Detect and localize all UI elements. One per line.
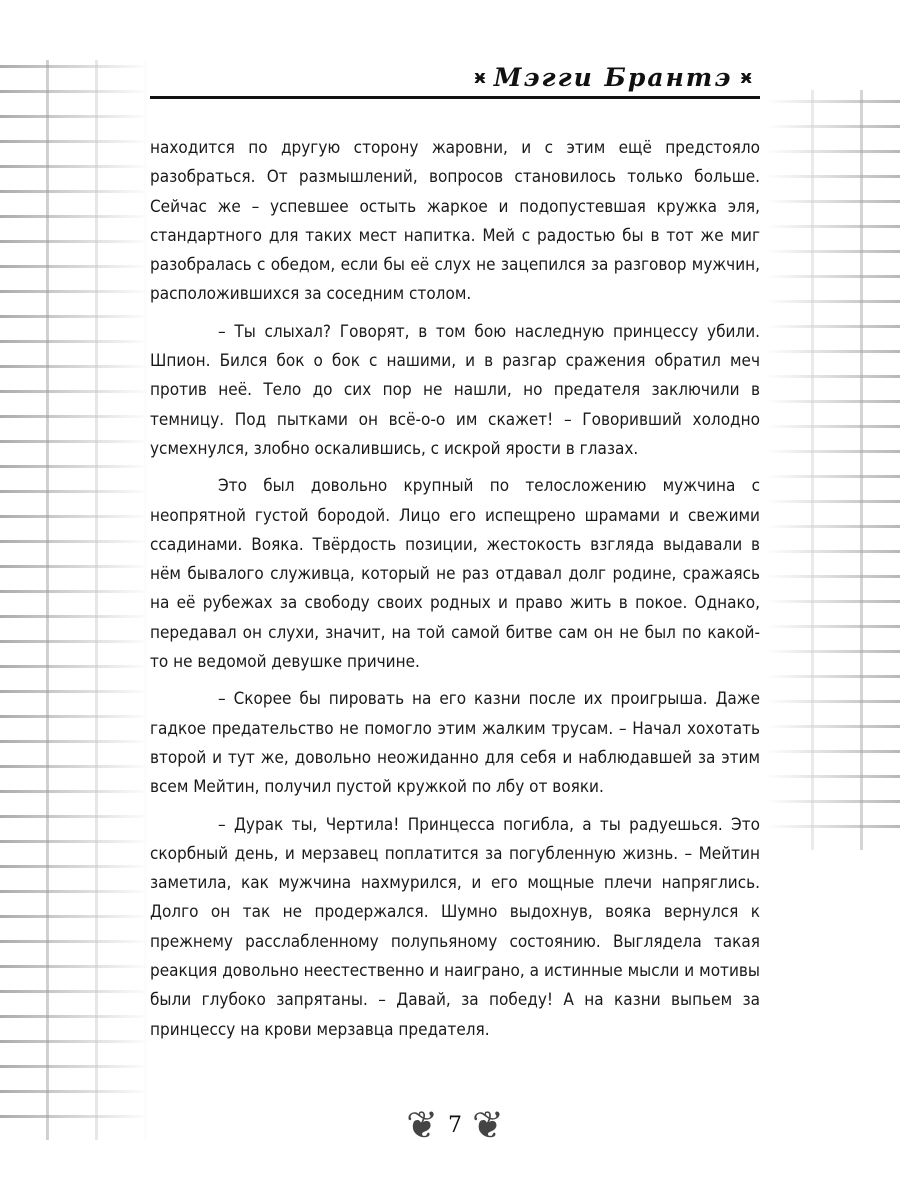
paragraph: – Ты слыхал? Говорят, в том бою наследную принцессу убили. Шпион. Бился бок о бок с нашими, и в разгар сражения обратил меч против неё. Тело до сих пор не нашли, но предателя заключили в темницу. Под пытками он всё-о-о им скажет! – Говоривший холодно усмехнулся, злобно оскалившись, с искрой ярости в глазах.	[150, 321, 760, 459]
paragraph: находится по другую сторону жаровни, и с этим ещё предстояло разобраться. От размышлений, вопросов становилось только больше. Сейчас же – успевшее остыть жаркое и подопустевшая кружка эля, стандартного для таких мест напитка. Мей с радостью бы в тот же миг разобралась с обедом, если бы её слух не зацепился за разговор мужчин, расположившихся за соседним столом.	[150, 138, 760, 305]
brick-wall-right-decoration	[765, 90, 900, 850]
paragraph: – Скорее бы пировать на его казни после их проигрыша. Даже гадкое предательство не помогло этим жалким трусам. – Начал хохотать второй и тут же, довольно неожиданно для себя и наблюдавшей за этим всем Мейтин, получил пустой кружкой по лбу от вояки.	[150, 689, 760, 798]
ornament-left-icon: ӿ	[474, 66, 486, 88]
page-number: 7	[448, 1112, 462, 1138]
paragraph: – Дурак ты, Чертила! Принцесса погибла, а ты радуешься. Это скорбный день, и мерзавец поплатится за погубленную жизнь. – Мейтин заметила, как мужчина нахмурился, и его мощные плечи напряглись. Долго он так не продержался. Шумно выдохнув, вояка вернулся к прежнему расслабленному полупьяному состоянию. Выглядела такая реакция довольно неестественно и наиграно, а истинные мысли и мотивы были глубоко запрятаны. – Давай, за победу! А на казни выпьем за принцессу на крови мерзавца предателя.	[150, 814, 760, 1040]
paragraph: Это был довольно крупный по телосложению мужчина с неопрятной густой бородой. Лицо его испещрено шрамами и свежими ссадинами. Вояка. Твёрдость позиции, жестокость взгляда выдавали в нём бывалого служивца, который не раз отдавал долг родине, сражаясь на её рубежах за свободу своих родных и право жить в покое. Однако, передавал он слухи, значит, на той самой битве сам он не был по какой-то не ведомой девушке причине.	[150, 476, 760, 673]
flourish-right-icon: ❦	[472, 1103, 504, 1147]
book-author-title: Мэгги Брантэ	[493, 62, 733, 92]
flourish-left-icon: ❦	[406, 1103, 438, 1147]
page-footer	[390, 1095, 520, 1155]
ornament-right-icon: ӿ	[740, 66, 752, 88]
brick-wall-left-decoration	[0, 60, 150, 1140]
running-header	[150, 58, 760, 99]
page-body	[150, 134, 760, 1053]
